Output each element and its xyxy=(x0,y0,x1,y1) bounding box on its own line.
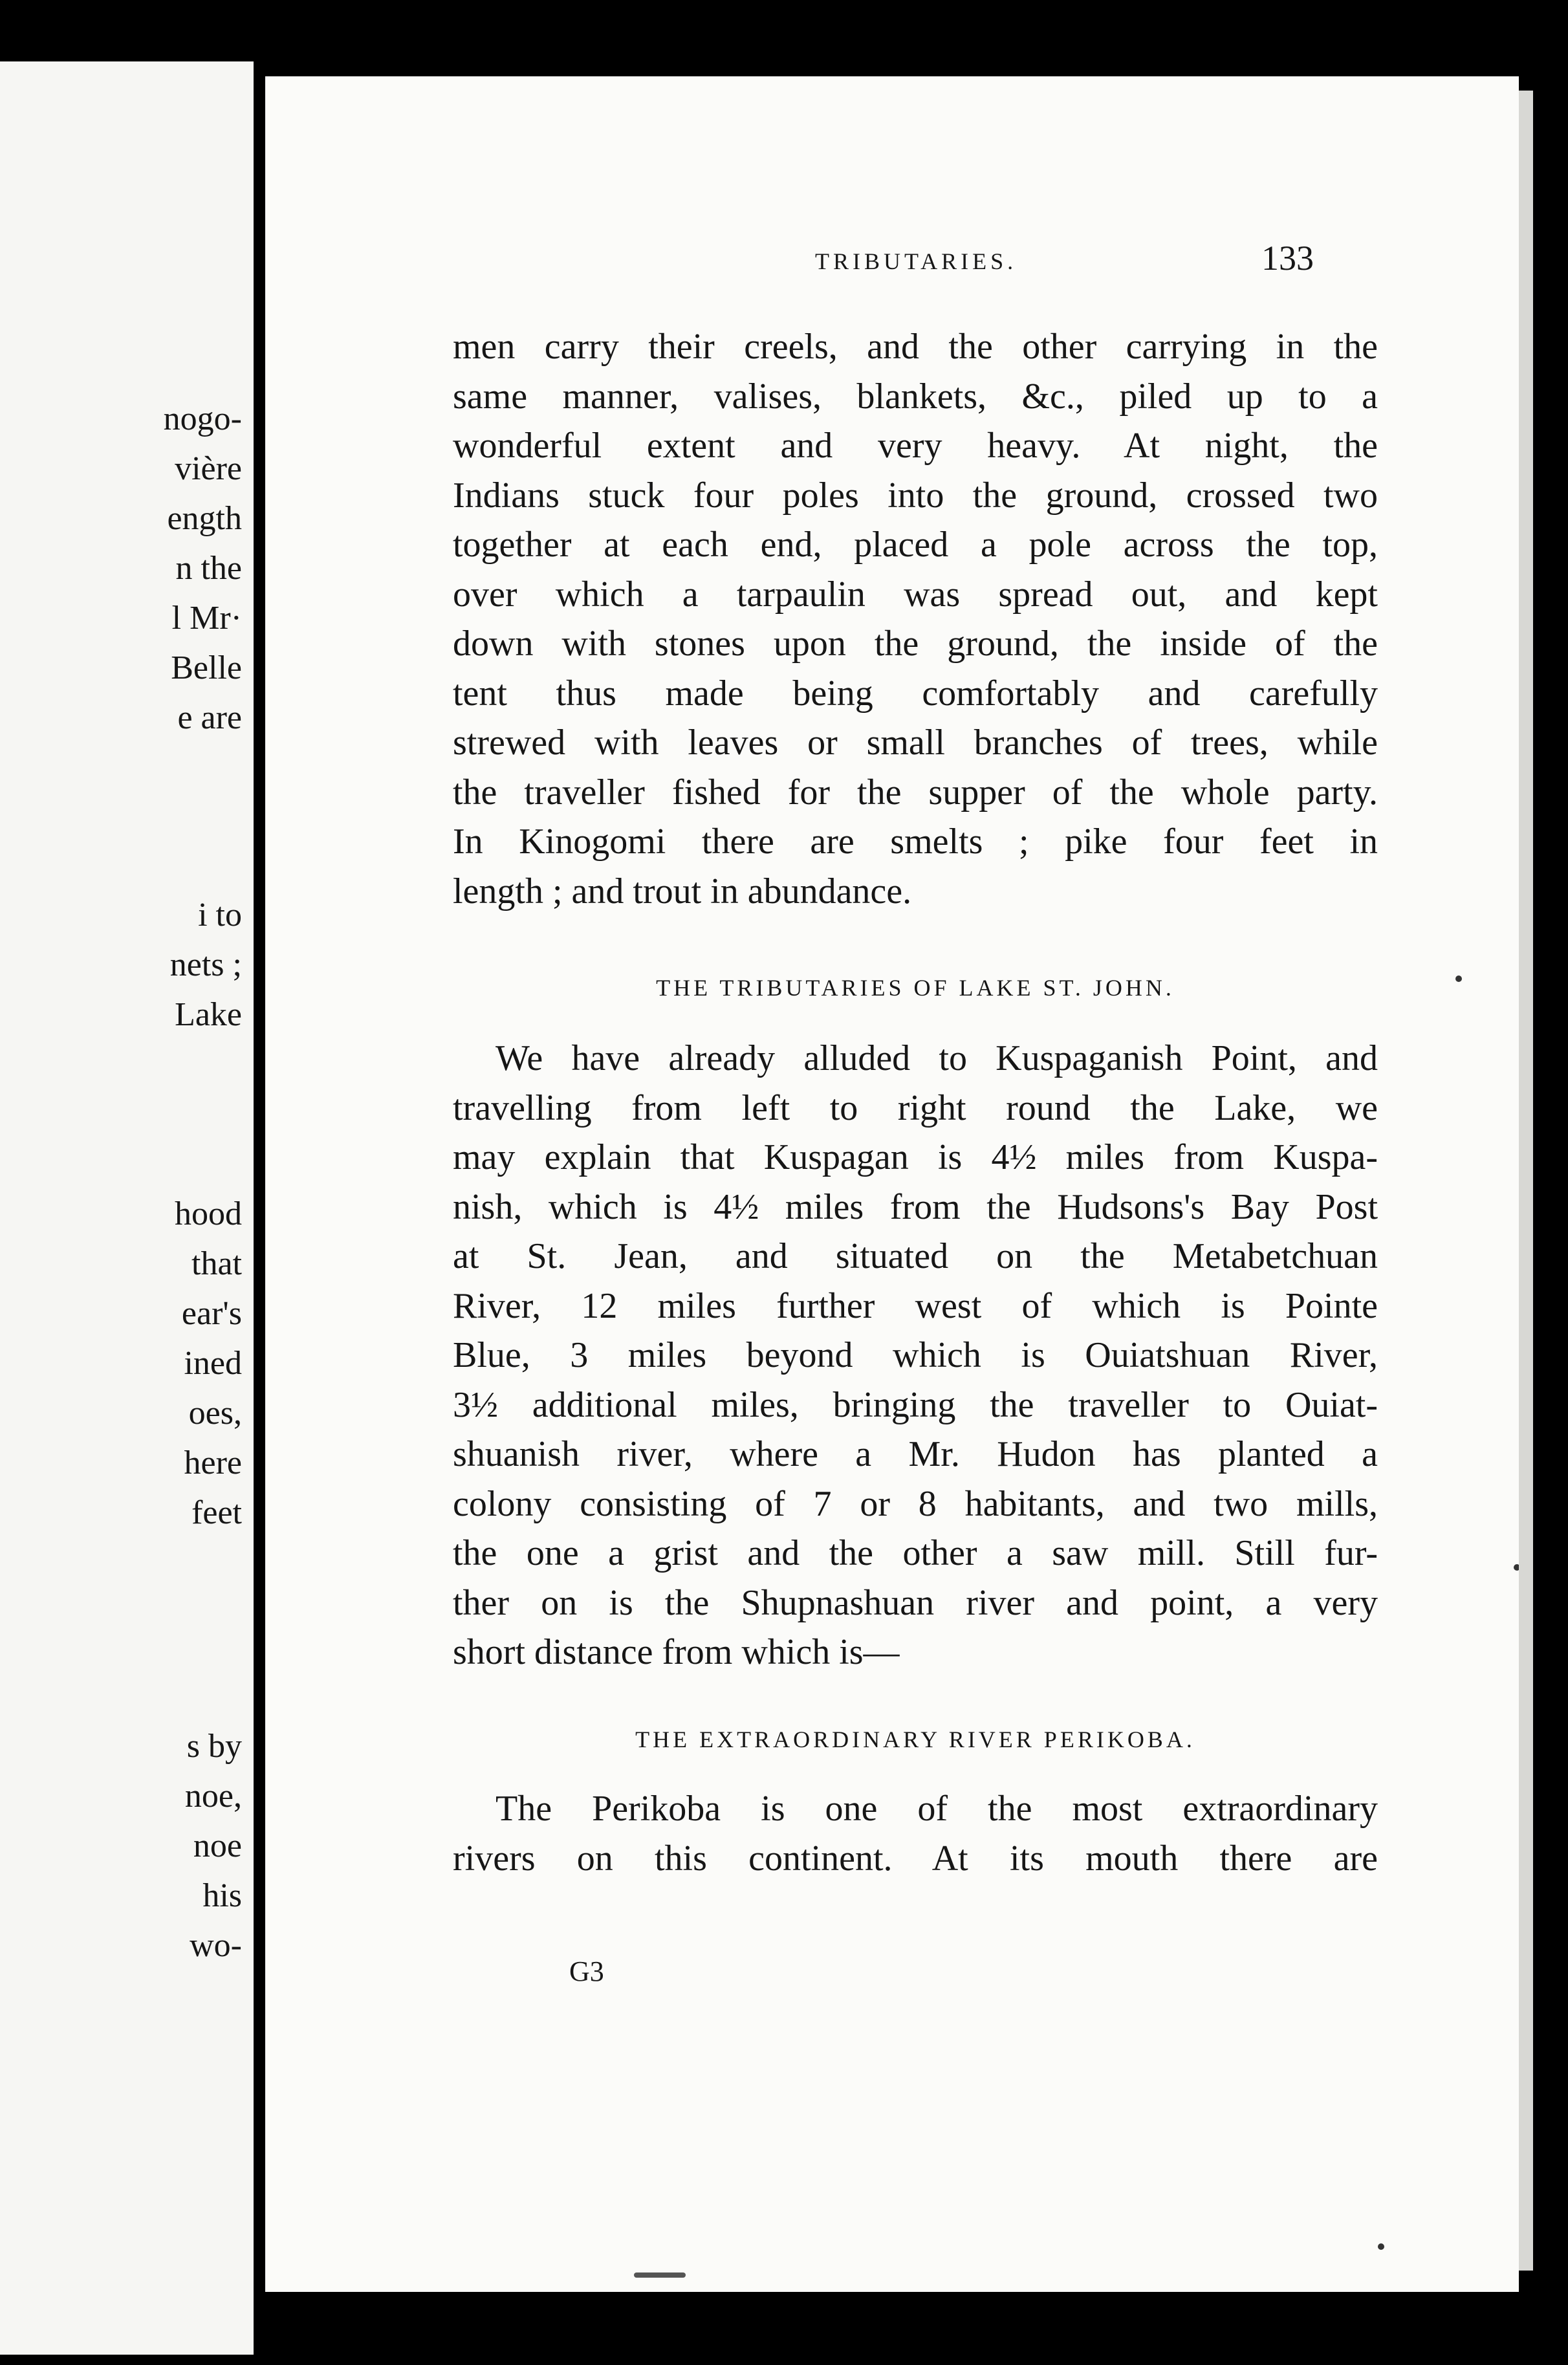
left-fragment: l Mr· xyxy=(171,600,242,637)
text-line: Blue, 3 miles beyond which is Ouiatshuan River, xyxy=(453,1335,1378,1375)
text-line: at St. Jean, and situated on the Metabetchuan xyxy=(453,1236,1378,1276)
left-fragment: e are xyxy=(177,699,242,736)
left-fragment: noe, xyxy=(184,1778,242,1815)
text-line: same manner, valises, blankets, &c., piled up to a xyxy=(453,376,1378,417)
text-line: travelling from left to right round the Lake, we xyxy=(453,1087,1378,1128)
left-fragment: his xyxy=(202,1877,242,1914)
left-fragment: hood xyxy=(175,1195,242,1232)
text-line: together at each end, placed a pole across the top, xyxy=(453,525,1378,565)
text-line: may explain that Kuspagan is 4½ miles from Kuspa- xyxy=(453,1137,1378,1177)
paragraph-tributaries xyxy=(453,1034,1378,1677)
text-line: River, 12 miles further west of which is Pointe xyxy=(453,1285,1378,1326)
text-line: We have already alluded to Kuspaganish Point, and xyxy=(495,1038,1378,1078)
left-fragment: noe xyxy=(193,1827,242,1864)
print-smudge xyxy=(634,2272,686,2278)
text-line: In Kinogomi there are smelts ; pike four feet in xyxy=(453,822,1378,862)
text-line: short distance from which is— xyxy=(453,1632,900,1672)
text-line: men carry their creels, and the other carrying in the xyxy=(453,327,1378,367)
book-page xyxy=(265,76,1519,2292)
print-speck xyxy=(1455,975,1462,982)
paragraph-camp xyxy=(453,322,1378,916)
text-line: colony consisting of 7 or 8 habitants, and two mills, xyxy=(453,1483,1378,1524)
left-fragment: Belle xyxy=(171,649,242,686)
text-line: strewed with leaves or small branches of trees, while xyxy=(453,723,1378,763)
text-line: The Perikoba is one of the most extraordinary xyxy=(495,1789,1378,1829)
left-fragment: n the xyxy=(175,550,242,587)
left-fragment: Lake xyxy=(175,996,242,1033)
left-fragment: ined xyxy=(184,1345,242,1382)
left-fragment: ear's xyxy=(181,1295,242,1332)
text-line: tent thus made being comfortably and carefully xyxy=(453,673,1378,714)
paragraph-perikoba xyxy=(453,1784,1378,1883)
text-line: over which a tarpaulin was spread out, and kept xyxy=(453,574,1378,615)
text-line: rivers on this continent. At its mouth there are xyxy=(453,1838,1378,1879)
left-fragment: vière xyxy=(175,450,242,487)
left-fragment: wo- xyxy=(190,1927,242,1964)
section-heading-perikoba: THE EXTRAORDINARY RIVER PERIKOBA. xyxy=(635,1727,1195,1752)
text-line: length ; and trout in abundance. xyxy=(453,871,912,911)
text-line: shuanish river, where a Mr. Hudon has planted a xyxy=(453,1434,1378,1474)
left-fragment: s by xyxy=(186,1728,242,1765)
section-heading-tributaries: THE TRIBUTARIES OF LAKE ST. JOHN. xyxy=(656,975,1175,1001)
text-line: the traveller fished for the supper of the whole party. xyxy=(453,772,1378,812)
left-fragment: feet xyxy=(191,1494,242,1531)
page-number: 133 xyxy=(1261,239,1314,278)
running-head: TRIBUTARIES. xyxy=(815,248,1018,274)
left-fragment: nets ; xyxy=(169,946,242,983)
left-fragment: i to xyxy=(198,897,242,933)
left-fragment: ength xyxy=(167,500,242,537)
left-fragment: oes, xyxy=(188,1395,242,1432)
text-line: Indians stuck four poles into the ground, crossed two xyxy=(453,475,1378,516)
left-facing-page xyxy=(0,61,254,2355)
text-line: wonderful extent and very heavy. At night, the xyxy=(453,426,1378,466)
signature-mark: G3 xyxy=(569,1956,604,1987)
text-line: down with stones upon the ground, the inside of the xyxy=(453,624,1378,664)
left-fragment: here xyxy=(184,1444,242,1481)
text-line: ther on is the Shupnashuan river and point, a very xyxy=(453,1582,1378,1623)
print-speck xyxy=(1514,1564,1519,1571)
print-speck xyxy=(1378,2243,1384,2250)
page-edge xyxy=(1519,91,1533,2271)
text-line: nish, which is 4½ miles from the Hudsons's Bay Post xyxy=(453,1186,1378,1227)
left-fragment: that xyxy=(191,1245,242,1282)
text-line: the one a grist and the other a saw mill. Still fur- xyxy=(453,1533,1378,1573)
left-fragment: nogo- xyxy=(163,400,242,437)
text-line: 3½ additional miles, bringing the traveller to Ouiat- xyxy=(453,1384,1378,1425)
